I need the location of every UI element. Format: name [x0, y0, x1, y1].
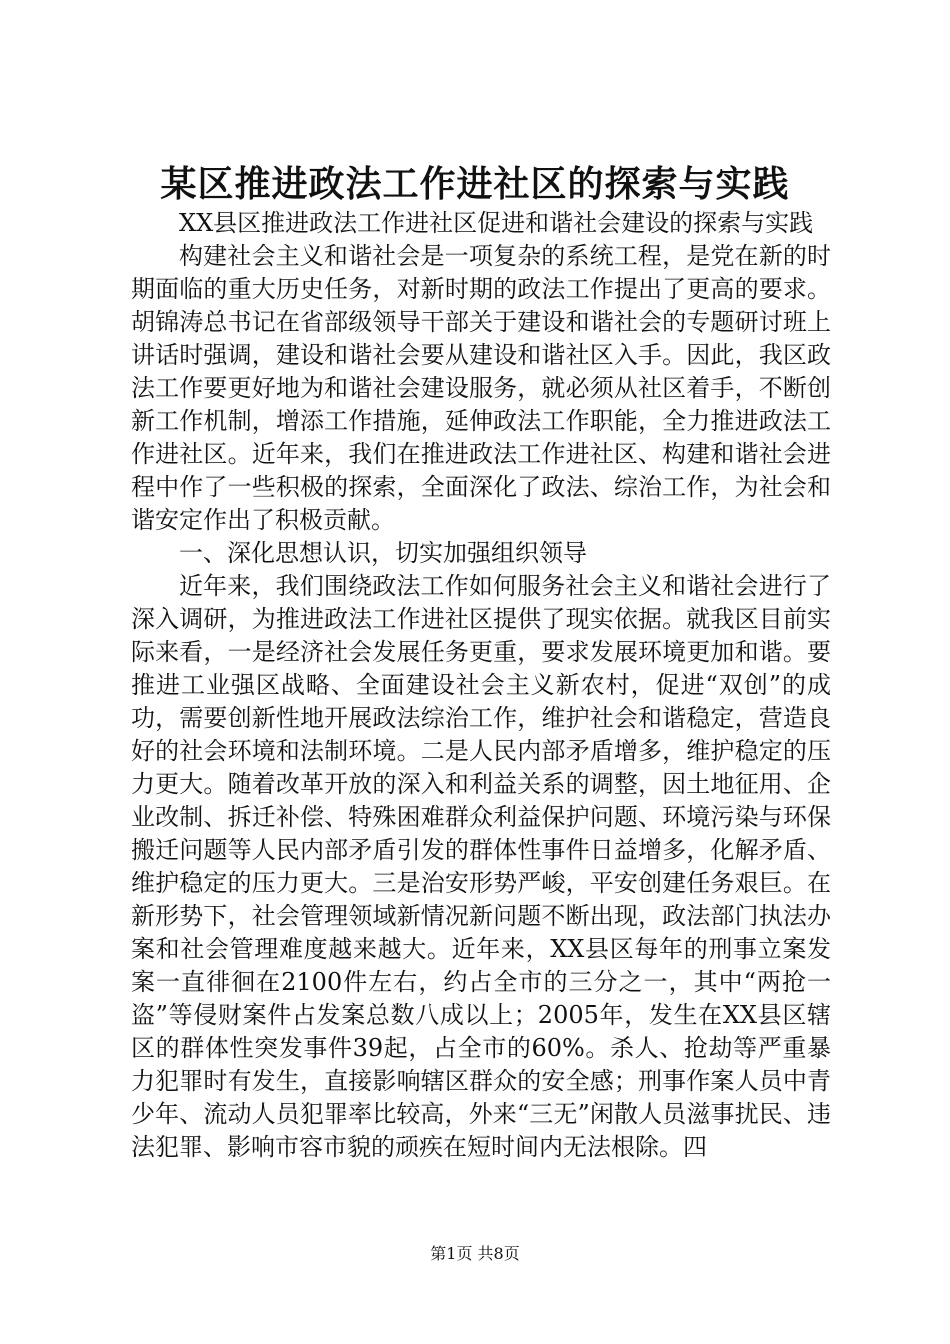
body-paragraph: 近年来，我们围绕政法工作如何服务社会主义和谐社会进行了深入调研，为推进政法工作进社区提供了现实依据。就我区目前实际来看，一是经济社会发展任务更重，要求发展环境更加和谐。要推进工业强区战略、全面建设社会主义新农村，促进“双创”的成功，需要创新性地开展政法综治工作，维护社会和谐稳定，营造良好的社会环境和法制环境。二是人民内部矛盾增多，维护稳定的压力更大。随着改革开放的深入和利益关系的调整，因土地征用、企业改制、拆迁补偿、特殊困难群众利益保护问题、环境污染与环保搬迁问题等人民内部矛盾引发的群体性事件日益增多，化解矛盾、维护稳定的压力更大。三是治安形势严峻，平安创建任务艰巨。在新形势下，社会管理领域新情况新问题不断出现，政法部门执法办案和社会管理难度越来越大。近年来，XX县区每年的刑事立案发案一直徘徊在2100件左右，约占全市的三分之一，其中“两抢一盗”等侵财案件占发案总数八成以上；2005年，发生在XX县区辖区的群体性突发事件39起，占全市的60%。杀人、抢劫等严重暴力犯罪时有发生，直接影响辖区群众的安全感；刑事作案人员中青少年、流动人员犯罪率比较高，外来“三无”闲散人员滋事扰民、违法犯罪、影响市容市貌的顽疾在短时间内无法根除。四 — [131, 572, 831, 1161]
intro-paragraph: 构建社会主义和谐社会是一项复杂的系统工程，是党在新的时期面临的重大历史任务，对新时期的政法工作提出了更高的要求。胡锦涛总书记在省部级领导干部关于建设和谐社会的专题研讨班上讲话时强调，建设和谐社会要从建设和谐社区入手。因此，我区政法工作要更好地为和谐社会建设服务，就必须从社区着手，不断创新工作机制，增添工作措施，延伸政法工作职能，全力推进政法工作进社区。近年来，我们在推进政法工作进社区、构建和谐社会进程中作了一些积极的探索，全面深化了政法、综治工作，为社会和谐安定作出了积极贡献。 — [131, 242, 831, 534]
document-title: 某区推进政法工作进社区的探索与实践 — [160, 163, 790, 205]
page-footer: 第1页 共8页 — [430, 1244, 520, 1263]
section-heading: 一、深化思想认识，切实加强组织领导 — [179, 539, 587, 567]
subtitle-paragraph: XX县区推进政法工作进社区促进和谐社会建设的探索与实践 — [179, 209, 814, 237]
document-body — [131, 207, 831, 1164]
